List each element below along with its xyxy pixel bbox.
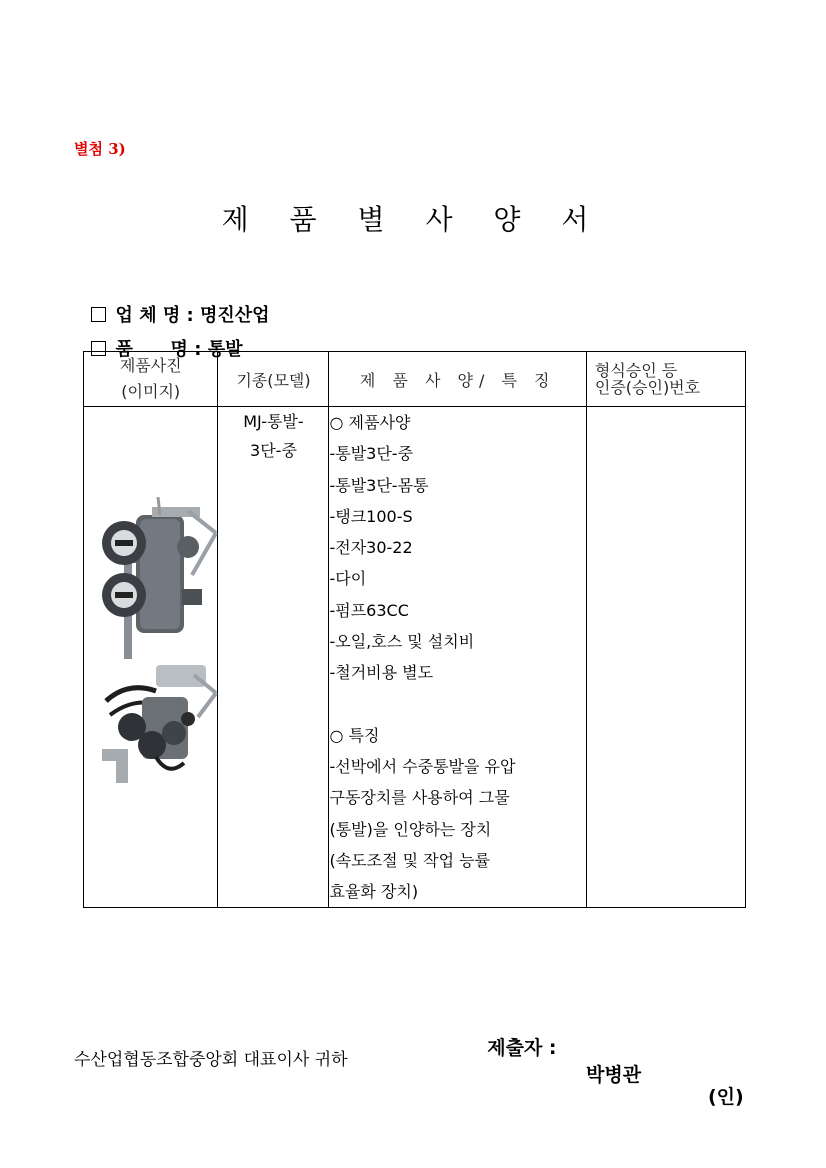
header-cert <box>586 352 745 407</box>
spec-item: -통발3단-몸통 <box>329 475 429 495</box>
model-cell <box>218 407 329 908</box>
spacer <box>329 689 585 720</box>
header-photo-line2: (이미지) <box>121 382 181 401</box>
submitter-line <box>474 1011 744 1108</box>
spec-item: -오일,호스 및 설치비 <box>329 632 475 652</box>
header-photo-line1: 제품사진 <box>119 356 182 375</box>
product-name: 통발 <box>207 339 243 360</box>
spec-item: -전자30-22 <box>329 538 413 558</box>
cert-number-cell <box>586 407 745 908</box>
feature-line: 효율화 장치) <box>329 882 419 902</box>
company-separator: : <box>186 305 194 326</box>
spec-cell <box>329 407 586 908</box>
recipient-line: 수산업협동조합중앙회 대표이사 귀하 <box>74 1050 348 1070</box>
spec-item: -통발3단-중 <box>329 444 414 464</box>
spec-heading: ○ 제품사양 <box>329 413 411 432</box>
spec-item: -탱크100-S <box>329 506 413 526</box>
spec-table <box>83 351 746 908</box>
product-photo-bottom <box>98 661 222 783</box>
header-cert-line2: 인증(승인)번호 <box>594 378 701 397</box>
header-photo <box>84 352 218 407</box>
header-cert-line1: 형식승인 등 <box>594 361 678 380</box>
feature-line: 구동장치를 사용하여 그물 <box>329 788 510 808</box>
company-name: 명진산업 <box>200 305 270 326</box>
submitter-label: 제출자 : <box>487 1037 557 1059</box>
feature-heading: ○ 특징 <box>329 725 380 745</box>
seal-mark: (인) <box>708 1086 744 1108</box>
company-label: 업 체 명 <box>115 305 181 326</box>
spec-item: -다이 <box>329 569 367 589</box>
table-header-row <box>84 352 746 407</box>
product-separator: : <box>194 339 202 360</box>
product-photo-cell <box>84 407 218 908</box>
model-line1: MJ-통발- <box>243 412 304 431</box>
document-title: 제 품 별 사 양 서 <box>221 203 605 236</box>
feature-line: (속도조절 및 작업 능률 <box>329 850 491 870</box>
model-line2: 3단-중 <box>250 441 297 460</box>
table-row <box>84 407 746 908</box>
feature-line: (통발)을 인양하는 장치 <box>329 819 492 839</box>
attachment-label: 별첨 3) <box>74 140 126 158</box>
product-label: 품 명 <box>115 339 188 360</box>
header-spec: 제 품 사 양/ 특 징 <box>329 352 586 407</box>
feature-line: -선박에서 수중통발을 유압 <box>329 756 516 776</box>
spec-item: -펌프63CC <box>329 600 409 620</box>
submitter-name: 박병관 <box>586 1064 642 1086</box>
header-model: 기종(모델) <box>218 352 329 407</box>
product-photo-top <box>96 497 222 659</box>
spec-item: -철거비용 별도 <box>329 663 434 683</box>
